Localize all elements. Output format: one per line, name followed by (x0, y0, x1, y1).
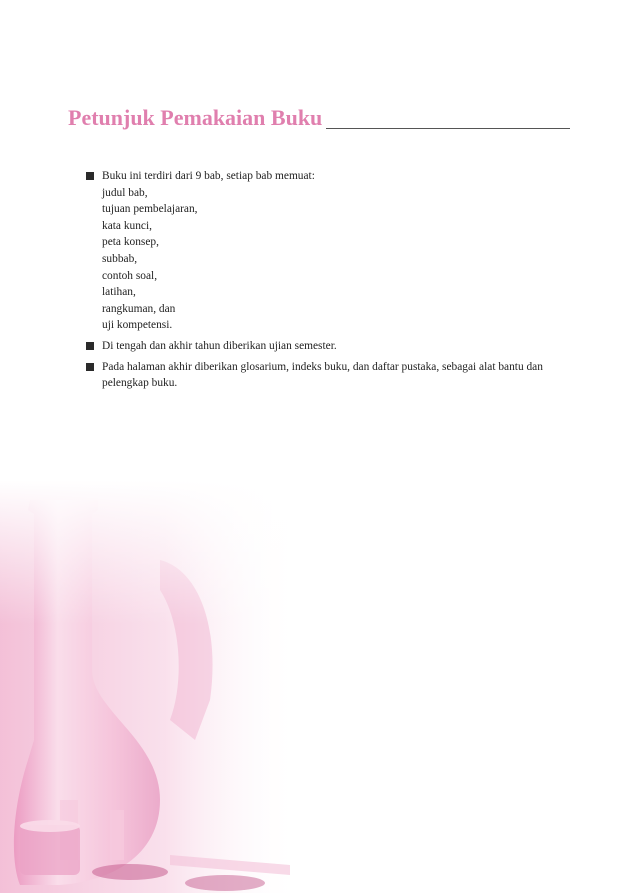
square-bullet-icon (86, 172, 94, 180)
sub-list-item: rangkuman, dan (102, 302, 176, 315)
title-underline (326, 128, 570, 129)
chapter-contents-list (102, 185, 556, 334)
list-item-text: Buku ini terdiri dari 9 bab, setiap bab memuat: (102, 170, 315, 182)
laboratory-glassware-image (0, 480, 300, 893)
sub-list-item: kata kunci, (102, 219, 152, 232)
instructions-list (86, 168, 556, 396)
page-title: Petunjuk Pemakaian Buku (68, 105, 323, 130)
sub-list-item: peta konsep, (102, 236, 159, 249)
square-bullet-icon (86, 342, 94, 350)
sub-list-item: tujuan pembelajaran, (102, 203, 198, 216)
sub-list-item: contoh soal, (102, 269, 158, 282)
list-item-text: Pada halaman akhir diberikan glosarium, indeks buku, dan daftar pustaka, sebagai alat bantu dan pelengkap buku. (102, 360, 543, 390)
heading-row (68, 103, 570, 133)
sub-list-item: judul bab, (102, 186, 148, 199)
sub-list-item: subbab, (102, 252, 138, 265)
list-item (86, 168, 556, 334)
list-item-text: Di tengah dan akhir tahun diberikan ujian semester. (102, 339, 337, 352)
sub-list-item: uji kompetensi. (102, 319, 173, 332)
list-item (86, 338, 556, 355)
sub-list-item: latihan, (102, 286, 136, 299)
list-item (86, 359, 556, 392)
square-bullet-icon (86, 363, 94, 371)
